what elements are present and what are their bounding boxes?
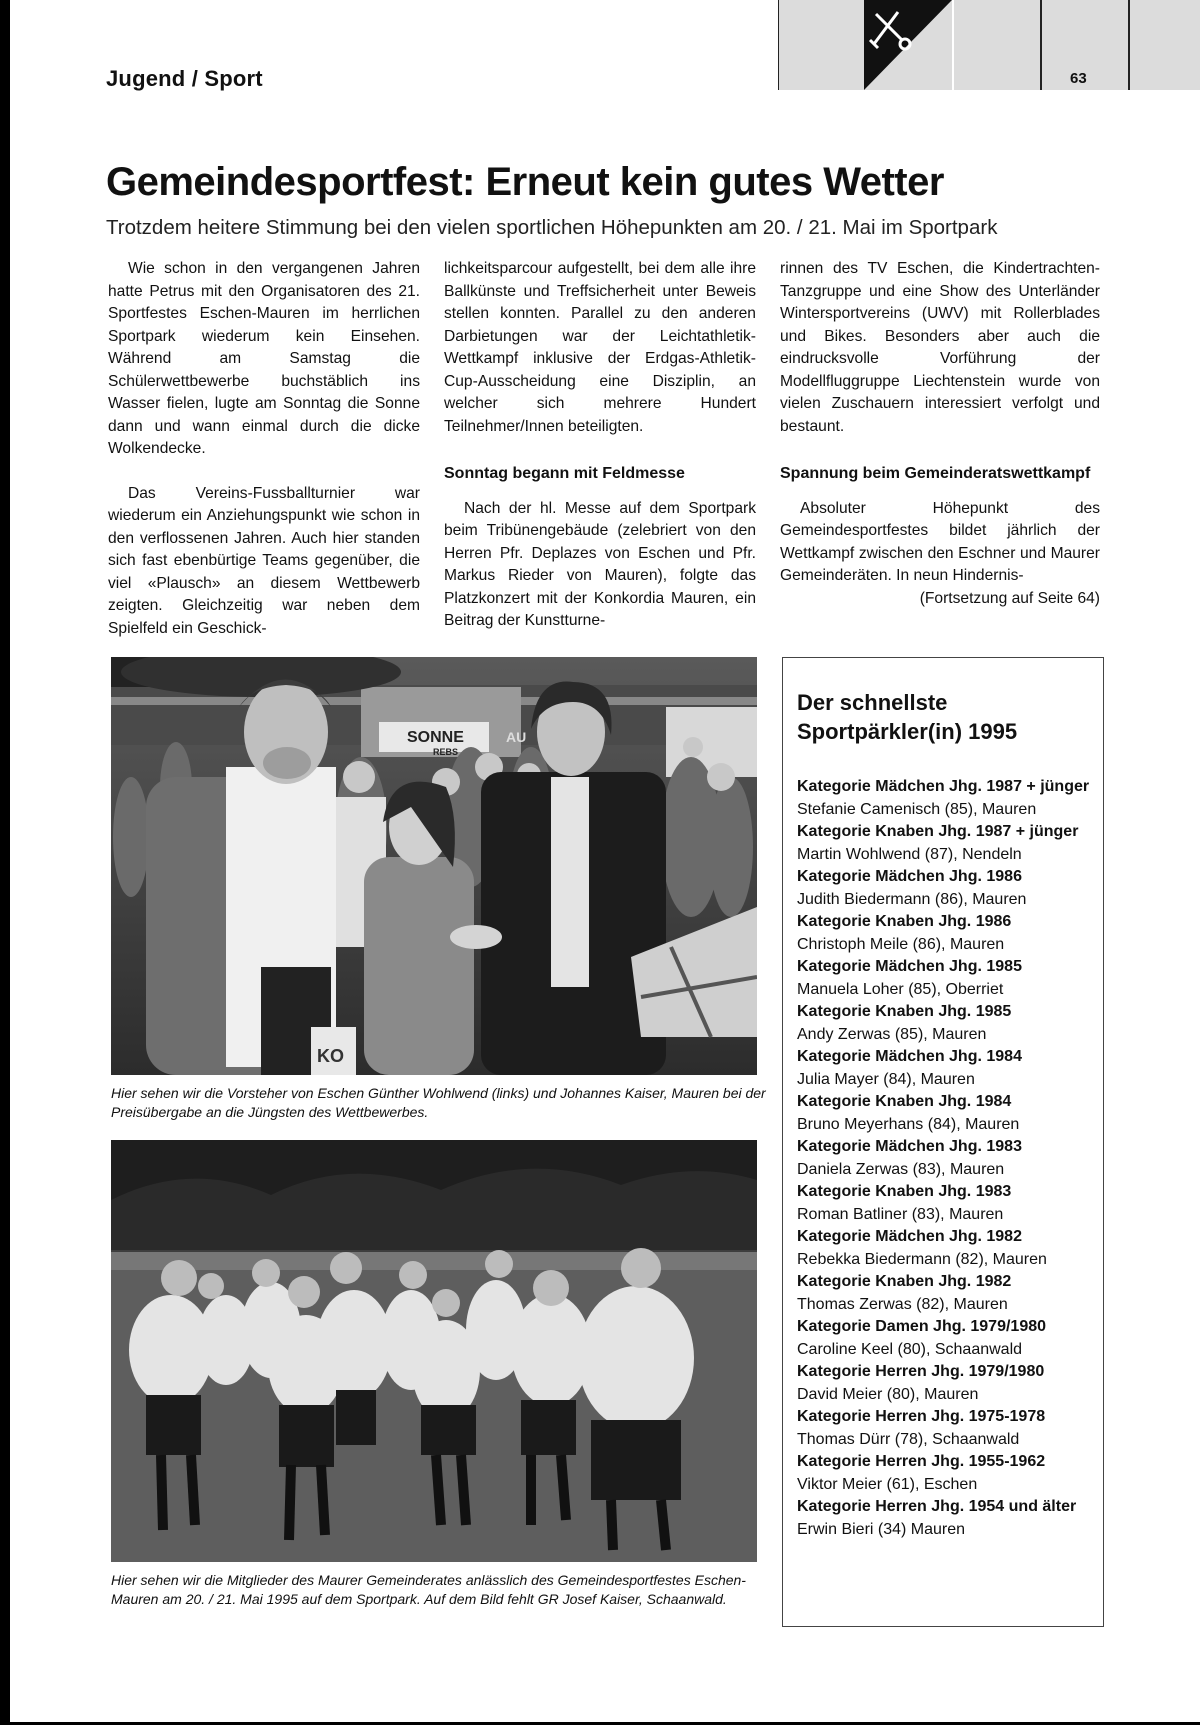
result-category: Kategorie Mädchen Jhg. 1987 + jünger <box>797 778 1090 795</box>
paragraph: Nach der hl. Messe auf dem Sportpark beim Tribünengebäude (zelebriert von den Herren Pfr. Deplazes von Eschen und Pfr. Markus Rieder von Mauren), folgte das Platzkonzert mit der Konkordia Mauren, ein Beitrag der Kunstturne- <box>444 499 756 629</box>
article-column-3 <box>780 258 1100 610</box>
header-cell <box>954 0 1040 90</box>
result-category: Kategorie Mädchen Jhg. 1982 <box>797 1228 1022 1245</box>
page <box>10 0 1200 1722</box>
photo-caption-2: Hier sehen wir die Mitglieder des Maurer Gemeinderates anlässlich des Gemeindesportfestes Eschen-Mauren am 20. / 21. Mai 1995 auf dem Sportpark. Auf dem Bild fehlt GR Josef Kaiser, Schaanwald. <box>111 1572 746 1607</box>
result-winner: Stefanie Camenisch (85), Mauren <box>797 800 1037 818</box>
photo-council-team-image <box>111 1140 757 1562</box>
banner-sign: AU <box>506 729 527 745</box>
banner-sign: SONNE <box>407 729 464 746</box>
results-box-title: Der schnellste Sportpärkler(in) 1995 <box>797 690 1018 744</box>
paragraph: lichkeitsparcour aufgestellt, bei dem alle ihre Ballkünste und Treffsicherheit unter Beweis stellen konnten. Parallel zu den anderen Darbietungen war der Leichtathletik-Wettkampf inklusive der Erdgas-Athletik-Cup-Ausscheidung eine Disziplin, an welcher sich mehrere Hundert Teilnehmer/Innen beteiligten. <box>444 260 756 435</box>
result-category: Kategorie Knaben Jhg. 1987 + jünger <box>797 823 1079 840</box>
paragraph: Wie schon in den vergangenen Jahren hatte Petrus mit den Organisatoren des 21. Sportfestes Eschen-Mauren im herrlichen Sportpark wiederum kein Einsehen. Während am Samstag die Schülerwettbewerbe buchstäblich ins Wasser fielen, lugte am Sonntag die Sonne dann und wann einmal durch die dicke Wolkendecke. <box>108 260 420 457</box>
result-winner: Julia Mayer (84), Mauren <box>797 1070 975 1088</box>
result-winner: David Meier (80), Mauren <box>797 1385 979 1403</box>
result-category: Kategorie Mädchen Jhg. 1986 <box>797 868 1022 885</box>
article-subtitle: Trotzdem heitere Stimmung bei den vielen sportlichen Höhepunkten am 20. / 21. Mai im Sportpark <box>106 216 998 239</box>
results-list <box>797 776 1097 1541</box>
result-winner: Roman Batliner (83), Mauren <box>797 1205 1004 1223</box>
result-winner: Martin Wohlwend (87), Nendeln <box>797 845 1022 863</box>
article-column-2 <box>444 258 756 633</box>
result-winner: Caroline Keel (80), Schaanwald <box>797 1340 1023 1358</box>
results-box <box>782 657 1104 1627</box>
result-winner: Thomas Zerwas (82), Mauren <box>797 1295 1008 1313</box>
subheading: Spannung beim Gemeinderatswettkampf <box>780 465 1091 482</box>
result-category: Kategorie Knaben Jhg. 1984 <box>797 1093 1012 1110</box>
photo-caption-1: Hier sehen wir die Vorsteher von Eschen Günther Wohlwend (links) und Johannes Kaiser, Mauren bei der Preisübergabe an die Jüngsten des Wettbewerbes. <box>111 1085 766 1120</box>
result-winner: Rebekka Biedermann (82), Mauren <box>797 1250 1047 1268</box>
header-cell <box>1130 0 1200 90</box>
result-category: Kategorie Mädchen Jhg. 1983 <box>797 1138 1022 1155</box>
result-category: Kategorie Mädchen Jhg. 1985 <box>797 958 1022 975</box>
paragraph: rinnen des TV Eschen, die Kindertrachten-Tanzgruppe und eine Show des Unterländer Wintersportvereins (UWV) mit Rollerblades und Bikes. Besonders aber auch die eindrucksvolle Vorführung der Modellfluggruppe Liechtenstein wurde von vielen Zuschauern interessiert verfolgt und bestaunt. <box>780 260 1100 435</box>
result-winner: Thomas Dürr (78), Schaanwald <box>797 1430 1020 1448</box>
continuation-note: (Fortsetzung auf Seite 64) <box>919 589 1100 607</box>
paragraph: Absoluter Höhepunkt des Gemeindesportfestes bildet jährlich der Wettkampf zwischen den Eschner und Maurer Gemeinderäten. In neun Hindernis- <box>780 499 1100 584</box>
section-label: Jugend / Sport <box>106 66 263 91</box>
subheading: Sonntag begann mit Feldmesse <box>444 465 685 482</box>
result-winner: Daniela Zerwas (83), Mauren <box>797 1160 1005 1178</box>
result-winner: Viktor Meier (61), Eschen <box>797 1475 978 1493</box>
result-category: Kategorie Herren Jhg. 1955-1962 <box>797 1453 1046 1470</box>
result-winner: Andy Zerwas (85), Mauren <box>797 1025 987 1043</box>
photo-council-team <box>111 1140 757 1562</box>
box-sign: KO <box>317 1046 344 1066</box>
result-winner: Erwin Bieri (34) Mauren <box>797 1520 966 1538</box>
result-winner: Christoph Meile (86), Mauren <box>797 935 1005 953</box>
result-category: Kategorie Knaben Jhg. 1985 <box>797 1003 1012 1020</box>
result-winner: Judith Biedermann (86), Mauren <box>797 890 1027 908</box>
result-category: Kategorie Herren Jhg. 1954 und älter <box>797 1498 1077 1515</box>
result-category: Kategorie Herren Jhg. 1975-1978 <box>797 1408 1046 1425</box>
result-category: Kategorie Knaben Jhg. 1983 <box>797 1183 1012 1200</box>
result-category: Kategorie Mädchen Jhg. 1984 <box>797 1048 1022 1065</box>
result-category: Kategorie Herren Jhg. 1979/1980 <box>797 1363 1045 1380</box>
crossed-tools-logo-icon <box>864 0 952 90</box>
photo-prize-ceremony-image <box>111 657 757 1075</box>
page-number: 63 <box>1070 70 1087 87</box>
banner-sign: REBS <box>433 747 459 757</box>
result-category: Kategorie Knaben Jhg. 1982 <box>797 1273 1012 1290</box>
article-title: Gemeindesportfest: Erneut kein gutes Wetter <box>106 160 944 204</box>
photo-prize-ceremony <box>111 657 757 1075</box>
article-column-1 <box>108 258 420 640</box>
header-strip <box>778 0 1200 90</box>
paragraph: Das Vereins-Fussballturnier war wiederum ein Anziehungspunkt wie schon in den verflossenen Jahren. Auch hier standen sich fast ebenbürtige Teams gegenüber, die viel «Plausch» an diesem Wettbewerb zeigten. Gleichzeitig war neben dem Spielfeld ein Geschick- <box>108 484 420 637</box>
result-winner: Manuela Loher (85), Oberriet <box>797 980 1004 998</box>
result-winner: Bruno Meyerhans (84), Mauren <box>797 1115 1020 1133</box>
result-category: Kategorie Damen Jhg. 1979/1980 <box>797 1318 1047 1335</box>
result-category: Kategorie Knaben Jhg. 1986 <box>797 913 1012 930</box>
header-cell <box>778 0 864 90</box>
